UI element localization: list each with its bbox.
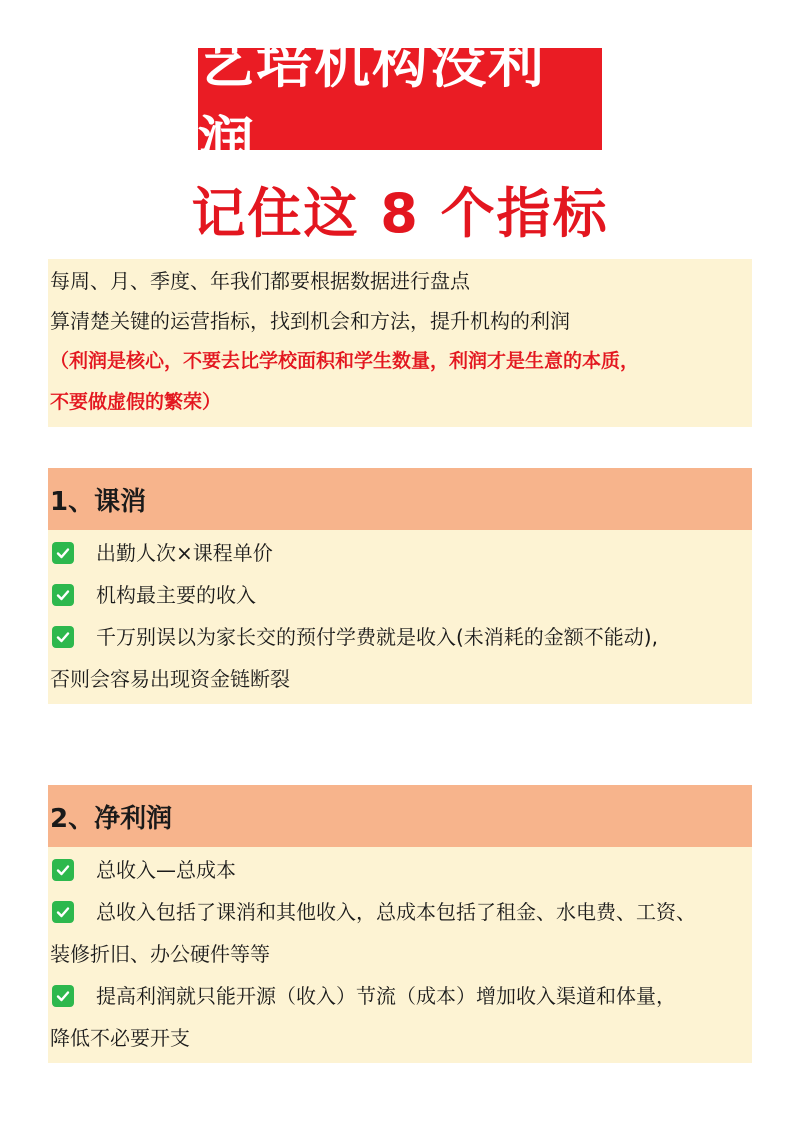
section-heading: 1、课消 — [48, 468, 752, 530]
check-mark-icon — [52, 985, 74, 1007]
list-item-continuation: 降低不必要开支 — [50, 1026, 190, 1050]
title-banner — [198, 31, 602, 176]
intro-line-2: 算清楚关键的运营指标，找到机会和方法，提升机构的利润 — [50, 309, 570, 333]
check-mark-icon — [52, 584, 74, 606]
intro-line-1: 每周、月、季度、年我们都要根据数据进行盘点 — [50, 269, 470, 293]
list-item-continuation: 否则会容易出现资金链断裂 — [50, 667, 290, 691]
intro-note-1: （利润是核心，不要去比学校面积和学生数量，利润才是生意的本质， — [50, 350, 640, 372]
list-item — [48, 532, 752, 574]
check-mark-icon — [52, 626, 74, 648]
section-course-consumption — [48, 468, 752, 704]
list-item — [48, 849, 752, 891]
check-mark-icon — [52, 542, 74, 564]
list-item-text: 总收入—总成本 — [96, 858, 236, 882]
page-subtitle: 记住这 8 个指标 — [191, 181, 609, 245]
list-item-text: 机构最主要的收入 — [96, 583, 256, 607]
list-item-continuation: 装修折旧、办公硬件等等 — [50, 942, 270, 966]
list-item — [48, 616, 752, 658]
intro-box — [48, 259, 752, 427]
list-item-text: 提高利润就只能开源（收入）节流（成本）增加收入渠道和体量， — [96, 984, 676, 1008]
section-body — [48, 847, 752, 1063]
intro-note-2: 不要做虚假的繁荣） — [50, 391, 222, 413]
list-item-text: 总收入包括了课消和其他收入，总成本包括了租金、水电费、工资、 — [96, 900, 696, 924]
list-item — [48, 891, 752, 933]
list-item-text: 出勤人次×课程单价 — [96, 541, 273, 565]
section-body — [48, 530, 752, 704]
section-net-profit — [48, 785, 752, 1063]
page-title: 艺培机构没利润 — [198, 31, 546, 176]
section-heading: 2、净利润 — [48, 785, 752, 847]
list-item — [48, 574, 752, 616]
check-mark-icon — [52, 901, 74, 923]
list-item-text: 千万别误以为家长交的预付学费就是收入(未消耗的金额不能动), — [96, 625, 658, 649]
check-mark-icon — [52, 859, 74, 881]
list-item — [48, 975, 752, 1017]
